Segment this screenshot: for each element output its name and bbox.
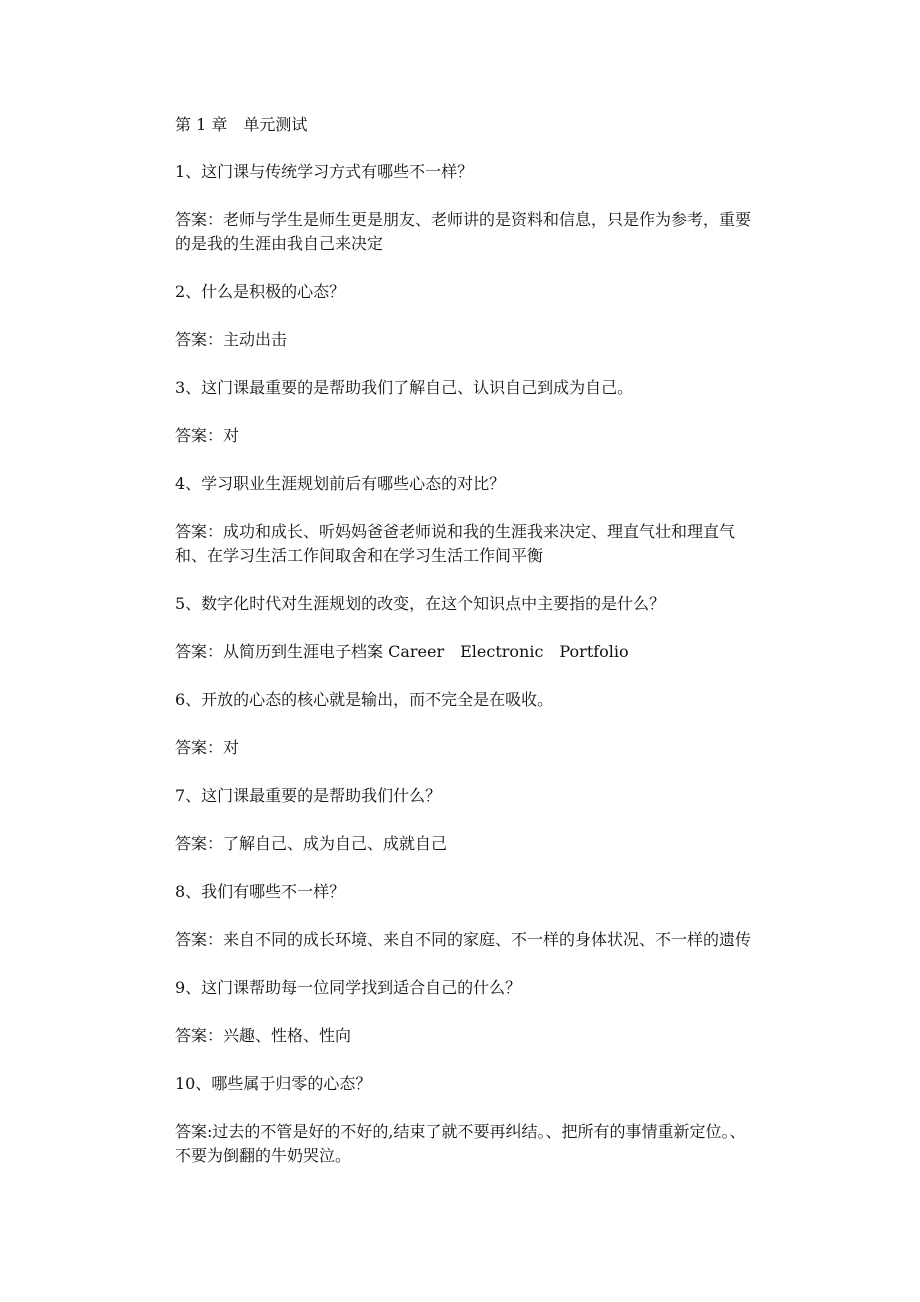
- answer-line: 答案：对: [175, 426, 240, 445]
- answer-line: 答案:过去的不管是好的不好的,结束了就不要再纠结。、把所有的事情重新定位。、: [175, 1122, 746, 1141]
- chapter-title: 第 1 章 单元测试: [175, 115, 308, 134]
- answer-text: [175, 640, 775, 664]
- answer-line: 答案：从简历到生涯电子档案 Career Electronic Portfolio: [175, 642, 629, 661]
- question-text: 6、开放的心态的核心就是输出，而不完全是在吸收。: [175, 690, 554, 709]
- question-text: 3、这门课最重要的是帮助我们了解自己、认识自己到成为自己。: [175, 378, 634, 397]
- question-list: [175, 160, 775, 1168]
- answer-text: [175, 208, 775, 256]
- question-text: 1、这门课与传统学习方式有哪些不一样？: [175, 162, 474, 181]
- answer-line: 答案：老师与学生是师生更是朋友、老师讲的是资料和信息，只是作为参考，重要: [175, 210, 752, 229]
- question-text: 2、什么是积极的心态？: [175, 282, 346, 301]
- answer-text: [175, 1120, 775, 1168]
- question-text: 9、这门课帮助每一位同学找到适合自己的什么？: [175, 978, 522, 997]
- answer-line: 的是我的生涯由我自己来决定: [175, 234, 384, 253]
- question-text: 8、我们有哪些不一样？: [175, 882, 346, 901]
- answer-line: 和、在学习生活工作间取舍和在学习生活工作间平衡: [175, 546, 544, 565]
- question-text: 4、学习职业生涯规划前后有哪些心态的对比？: [175, 474, 506, 493]
- question-text: 7、这门课最重要的是帮助我们什么？: [175, 786, 442, 805]
- answer-line: 答案：来自不同的成长环境、来自不同的家庭、不一样的身体状况、不一样的遗传: [175, 930, 752, 949]
- answer-text: [175, 736, 775, 760]
- answer-text: [175, 832, 775, 856]
- answer-text: [175, 328, 775, 352]
- answer-line: 答案：兴趣、性格、性向: [175, 1026, 352, 1045]
- answer-line: 答案：对: [175, 738, 240, 757]
- answer-line: 答案：主动出击: [175, 330, 288, 349]
- question-text: 5、数字化时代对生涯规划的改变，在这个知识点中主要指的是什么？: [175, 594, 666, 613]
- answer-text: [175, 928, 775, 952]
- answer-text: [175, 1024, 775, 1048]
- answer-line: 不要为倒翻的牛奶哭泣。: [175, 1146, 352, 1165]
- answer-line: 答案：了解自己、成为自己、成就自己: [175, 834, 448, 853]
- answer-text: [175, 520, 775, 568]
- document-body: [175, 113, 775, 1192]
- answer-line: 答案：成功和成长、听妈妈爸爸老师说和我的生涯我来决定、理直气壮和理直气: [175, 522, 736, 541]
- answer-text: [175, 424, 775, 448]
- question-text: 10、哪些属于归零的心态？: [175, 1074, 372, 1093]
